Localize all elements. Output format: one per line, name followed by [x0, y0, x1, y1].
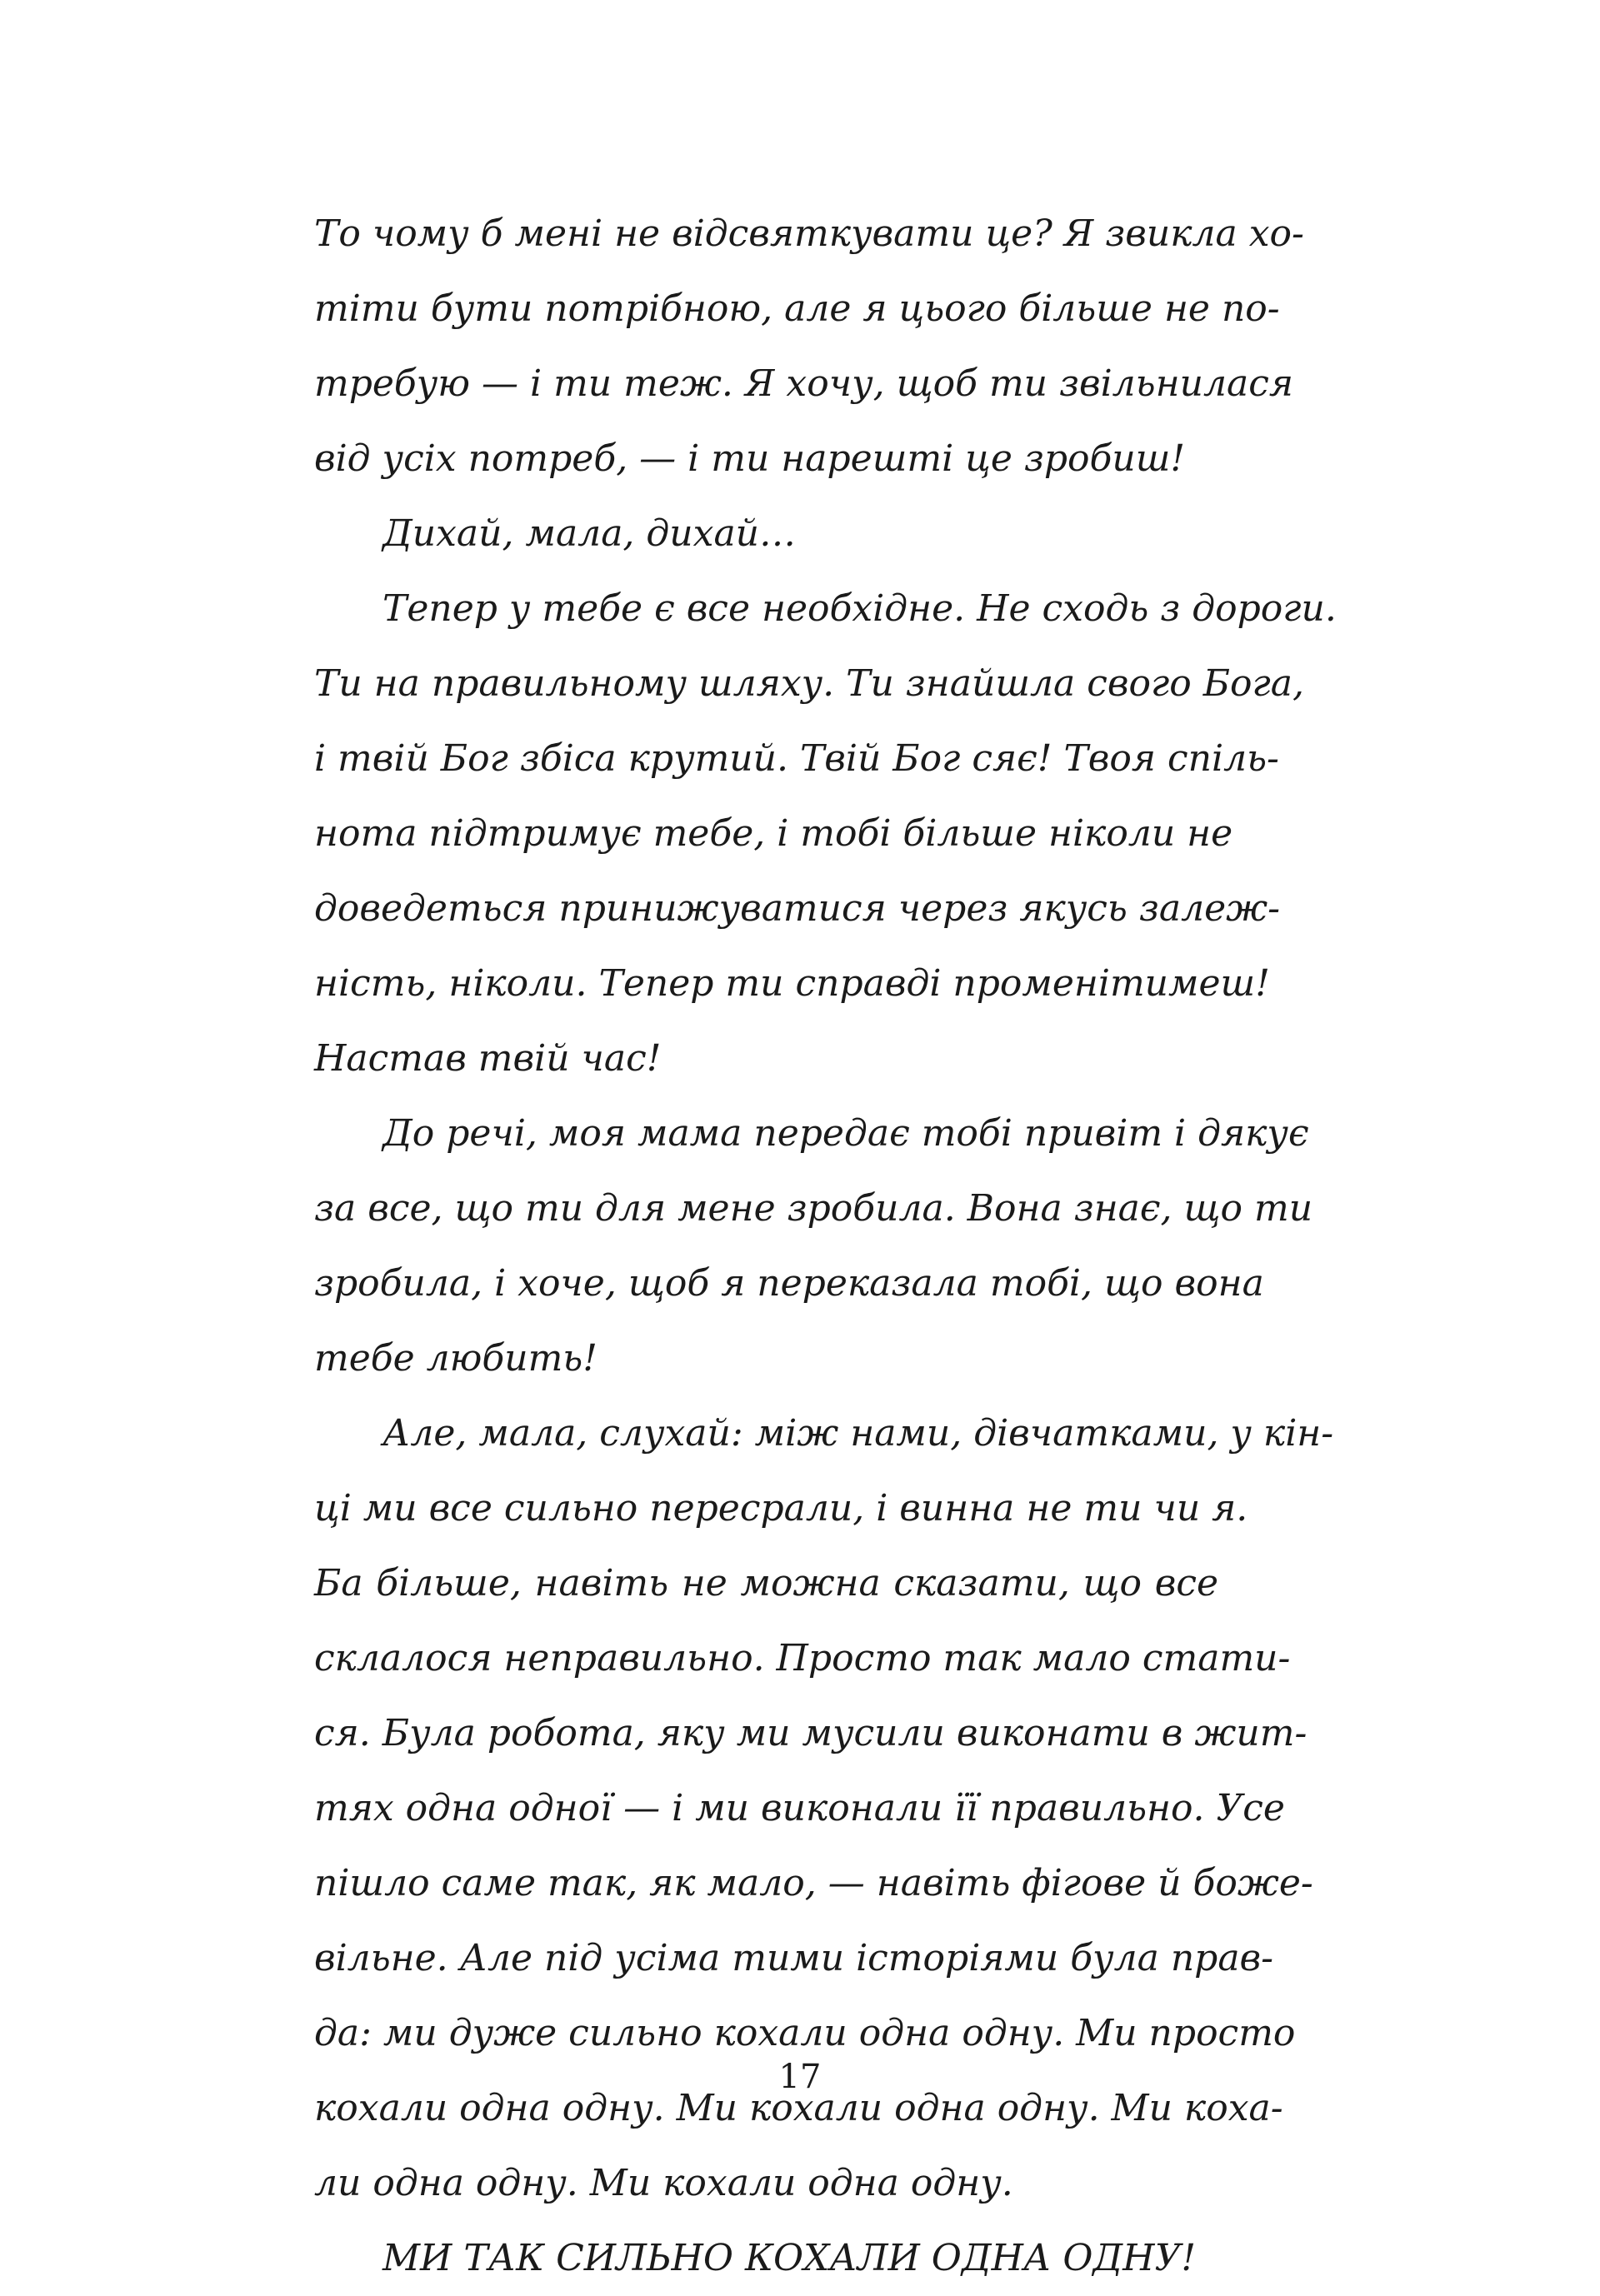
- text-line: МИ ТАК СИЛЬНО КОХАЛИ ОДНА ОДНУ!: [382, 2237, 1197, 2279]
- text-line: Ба більше, навіть не можна сказати, що все: [314, 1562, 1218, 1605]
- text-line: тебе любить!: [314, 1337, 598, 1380]
- text-line: від усіх потреб, — і ти нарешті це зробиш!: [314, 437, 1186, 480]
- text-line: требую — і ти теж. Я хочу, щоб ти звільнилася: [314, 362, 1293, 405]
- text-line: До речі, моя мама передає тобі привіт і дякує: [382, 1112, 1309, 1155]
- page-number: 17: [778, 2058, 822, 2096]
- text-line: Тепер у тебе є все необхідне. Не сходь з дороги.: [382, 587, 1337, 630]
- text-line: ли одна одну. Ми кохали одна одну.: [314, 2162, 1013, 2204]
- text-line: зробила, і хоче, щоб я переказала тобі, що вона: [314, 1262, 1264, 1305]
- text-line: Але, мала, слухай: між нами, дівчатками, у кін-: [382, 1412, 1334, 1455]
- text-line: Ти на правильному шляху. Ти знайшла свого Бога,: [314, 662, 1304, 705]
- text-line: склалося неправильно. Просто так мало стати-: [314, 1637, 1291, 1680]
- text-line: Дихай, мала, дихай…: [382, 512, 797, 555]
- text-line: кохали одна одну. Ми кохали одна одну. Ми коха-: [314, 2087, 1283, 2129]
- text-line: То чому б мені не відсвяткувати це? Я звикла хо-: [314, 212, 1304, 255]
- text-line: ність, ніколи. Тепер ти справді променітимеш!: [314, 962, 1270, 1005]
- text-line: да: ми дуже сильно кохали одна одну. Ми просто: [314, 2012, 1296, 2054]
- text-line: вільне. Але під усіма тими історіями була прав-: [314, 1937, 1274, 1979]
- text-line: ся. Була робота, яку ми мусили виконати в жит-: [314, 1712, 1308, 1754]
- body-text: [314, 197, 1337, 2296]
- text-line: тях одна одної — і ми виконали її правильно. Усе: [314, 1787, 1285, 1829]
- text-line: і твій Бог збіса крутий. Твій Бог сяє! Твоя спіль-: [314, 737, 1279, 780]
- text-line: ці ми все сильно пересрали, і винна не ти чи я.: [314, 1487, 1248, 1530]
- text-line: нота підтримує тебе, і тобі більше ніколи не: [314, 812, 1233, 855]
- text-line: Настав твій час!: [314, 1037, 662, 1080]
- text-line: пішло саме так, як мало, — навіть фігове й боже-: [314, 1862, 1313, 1904]
- text-line: за все, що ти для мене зробила. Вона знає, що ти: [314, 1187, 1313, 1230]
- text-line: доведеться принижуватися через якусь залеж-: [314, 887, 1281, 930]
- text-line: тіти бути потрібною, але я цього більше не по-: [314, 287, 1280, 330]
